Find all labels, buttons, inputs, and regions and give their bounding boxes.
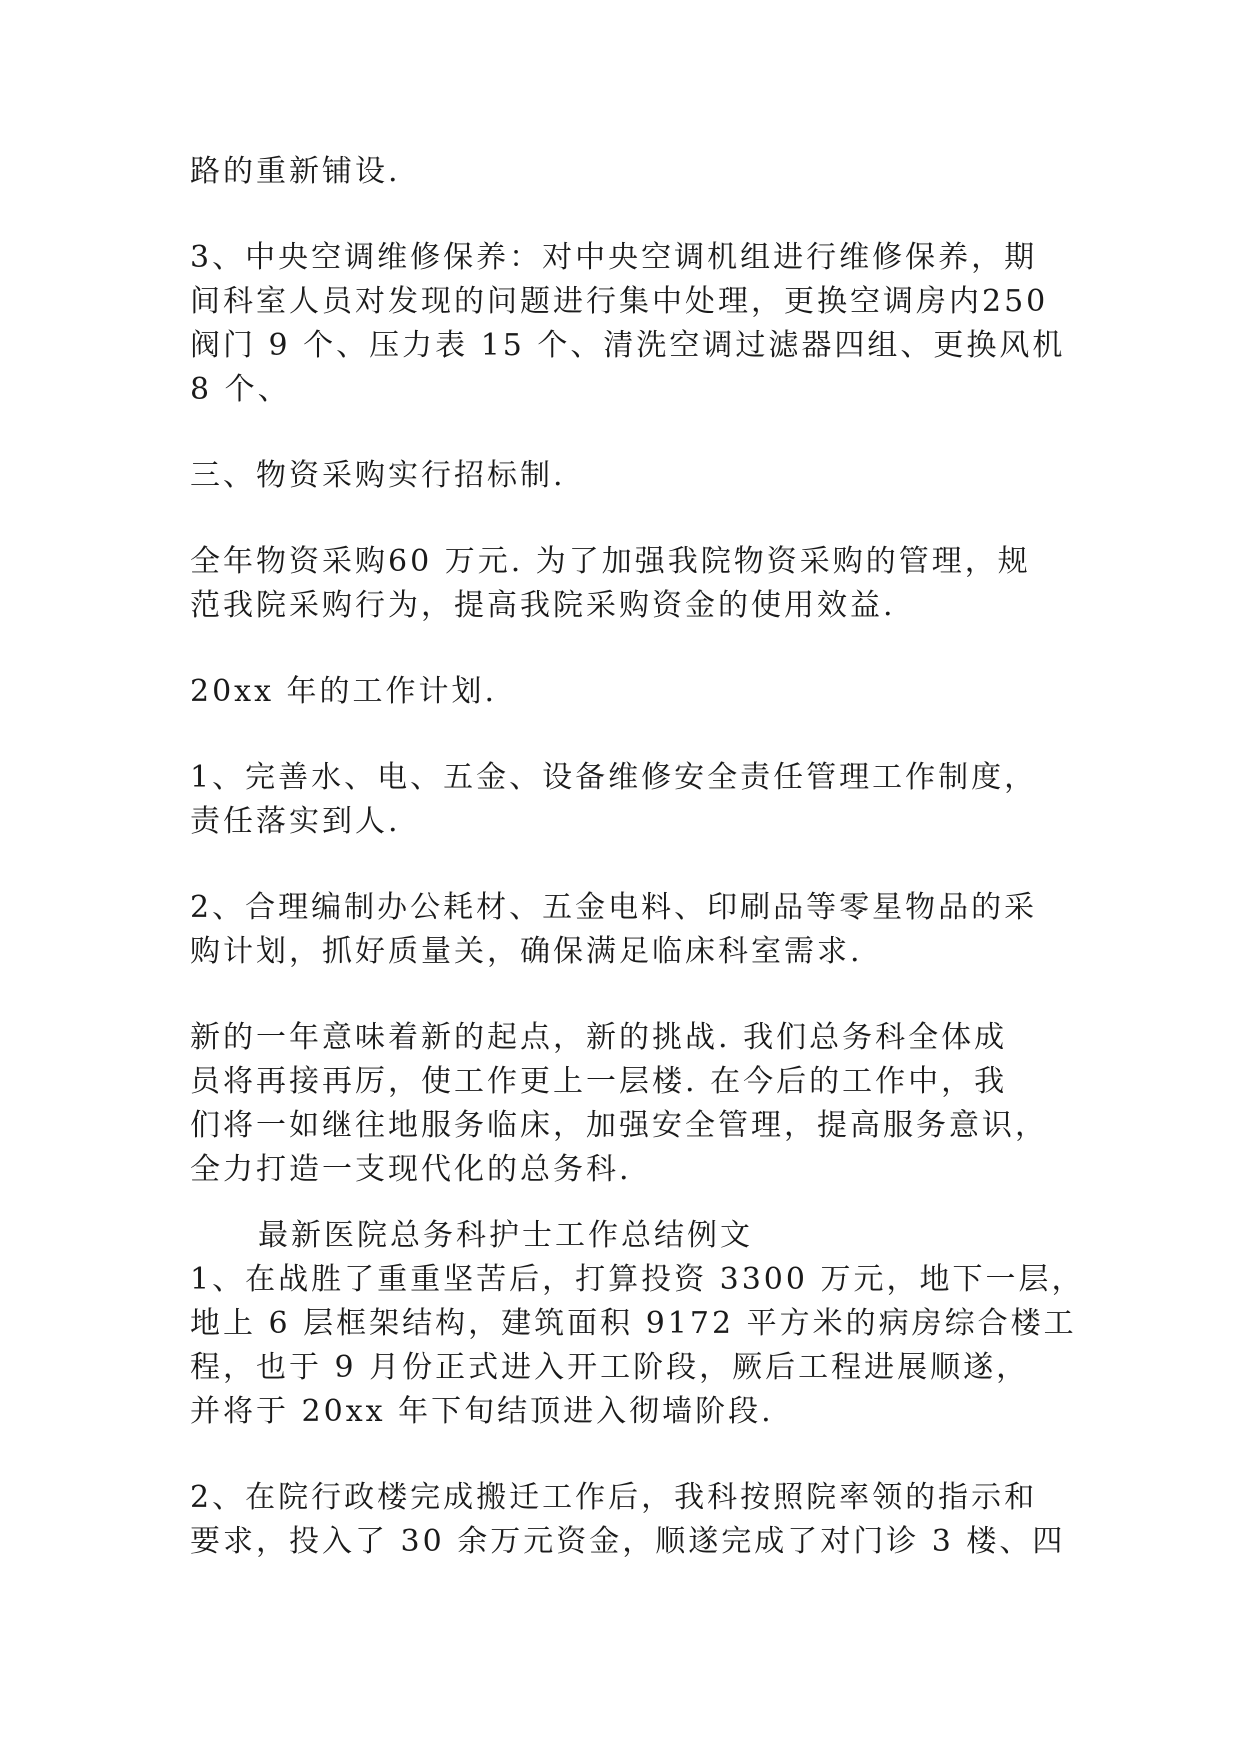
paragraph <box>190 454 1070 498</box>
paragraph <box>190 670 1070 714</box>
text-line: 地上 6 层框架结构，建筑面积 9172 平方米的病房综合楼工 <box>190 1306 1077 1341</box>
text-line: 路的重新铺设. <box>190 154 401 189</box>
text-line: 程，也于 9 月份正式进入开工阶段，厥后工程进展顺遂， <box>190 1350 1030 1385</box>
text-line: 8 个、 <box>190 372 291 407</box>
text-line: 阀门 9 个、压力表 15 个、清洗空调过滤器四组、更换风机 <box>190 328 1066 363</box>
text-line: 要求，投入了 30 余万元资金，顺遂完成了对门诊 3 楼、四 <box>190 1524 1066 1559</box>
text-line: 范我院采购行为，提高我院采购资金的使用效益. <box>190 588 896 623</box>
section-title: 最新医院总务科护士工作总结例文 <box>258 1218 753 1253</box>
text-line: 并将于 20xx 年下旬结顶进入彻墙阶段. <box>190 1394 774 1429</box>
text-line: 1、在战胜了重重坚苦后，打算投资 3300 万元，地下一层， <box>190 1262 1085 1297</box>
document-page <box>190 150 1085 1606</box>
text-line: 20xx 年的工作计划. <box>190 674 498 709</box>
paragraph <box>190 540 1070 628</box>
paragraph <box>190 886 1070 974</box>
text-line: 们将一如继往地服务临床，加强安全管理，提高服务意识， <box>190 1108 1048 1143</box>
paragraph <box>190 1476 1070 1564</box>
text-line: 间科室人员对发现的问题进行集中处理，更换空调房内250 <box>190 284 1049 319</box>
text-line: 新的一年意味着新的起点，新的挑战. 我们总务科全体成 <box>190 1020 1008 1055</box>
paragraph <box>190 1258 1085 1434</box>
text-line: 责任落实到人. <box>190 804 401 839</box>
text-line: 2、合理编制办公耗材、五金电料、印刷品等零星物品的采 <box>190 890 1038 925</box>
paragraph <box>190 1016 1070 1192</box>
paragraph <box>190 150 1070 194</box>
text-line: 购计划，抓好质量关，确保满足临床科室需求. <box>190 934 863 969</box>
paragraph <box>190 236 1070 412</box>
text-line: 全力打造一支现代化的总务科. <box>190 1152 632 1187</box>
text-line: 员将再接再厉，使工作更上一层楼. 在今后的工作中，我 <box>190 1064 1008 1099</box>
text-line: 3、中央空调维修保养：对中央空调机组进行维修保养，期 <box>190 240 1038 275</box>
text-line: 1、完善水、电、五金、设备维修安全责任管理工作制度， <box>190 760 1038 795</box>
paragraph <box>190 756 1070 844</box>
text-line: 2、在院行政楼完成搬迁工作后，我科按照院率领的指示和 <box>190 1480 1038 1515</box>
text-line: 三、物资采购实行招标制. <box>190 458 566 493</box>
text-line: 全年物资采购60 万元. 为了加强我院物资采购的管理，规 <box>190 544 1031 579</box>
